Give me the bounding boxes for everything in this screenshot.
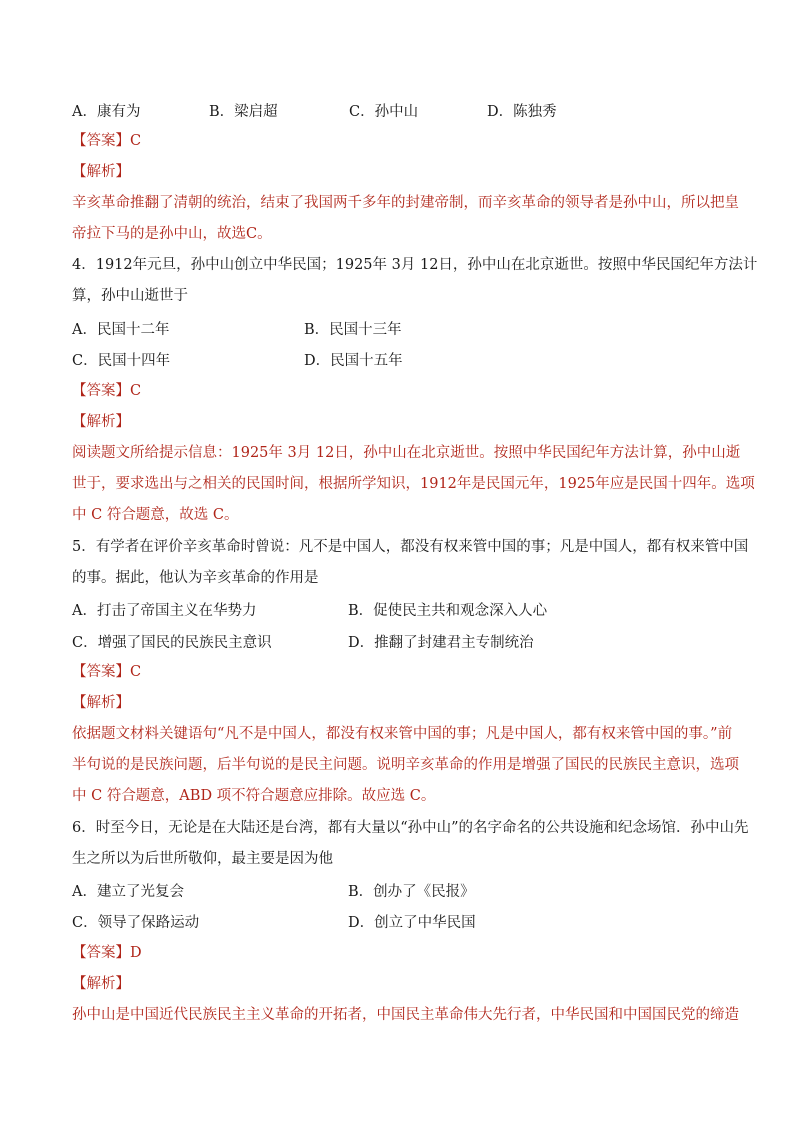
q6-stem-line-1: 6．时至今日，无论是在大陆还是台湾，都有大量以“孙中山”的名字命名的公共设施和纪念场馆．孙中山先 [72, 820, 749, 836]
q3-option-b: B．梁启超 [209, 104, 278, 120]
q4-option-d: D．民国十五年 [304, 353, 403, 369]
q6-option-c: C．领导了保路运动 [72, 915, 200, 931]
q6-option-b: B．创办了《民报》 [348, 884, 475, 900]
q5-option-a: A．打击了帝国主义在华势力 [72, 603, 257, 619]
q4-analysis-line-2: 世于，要求选出与之相关的民国时间，根据所学知识，1912年是民国元年，1925年应是民国十四年。选项 [72, 476, 755, 492]
q4-stem-line-2: 算，孙中山逝世于 [72, 288, 188, 304]
q4-stem-line-1: 4．1912年元旦，孙中山创立中华民国；1925年 3月 12日，孙中山在北京逝世。按照中华民国纪年方法计 [72, 257, 758, 273]
q5-analysis-line-1: 依据题文材料关键语句“凡不是中国人，都没有权来管中国的事；凡是中国人，都有权来管中国的事。”前 [72, 726, 733, 742]
q3-analysis-line-2: 帝拉下马的是孙中山，故选C。 [72, 226, 272, 242]
answer-tag: 【答案】 [72, 383, 130, 399]
answer-tag: 【答案】 [72, 133, 130, 149]
q6-answer [72, 943, 724, 963]
q3-option-c: C．孙中山 [349, 104, 419, 120]
q5-analysis-line-3: 中 C 符合题意，ABD 项不符合题意应排除。故应选 C。 [72, 788, 436, 804]
q6-option-d: D．创立了中华民国 [348, 915, 476, 931]
q4-analysis-tag: 【解析】 [72, 414, 130, 430]
answer-tag: 【答案】 [72, 664, 130, 680]
q5-answer [72, 662, 724, 682]
q4-analysis-line-1: 阅读题文所给提示信息：1925年 3月 12日，孙中山在北京逝世。按照中华民国纪年方法计算，孙中山逝 [72, 445, 741, 461]
q3-option-a: A．康有为 [72, 104, 141, 120]
q4-option-b: B．民国十三年 [304, 322, 402, 338]
q6-stem-line-2: 生之所以为后世所敬仰，最主要是因为他 [72, 851, 333, 867]
q4-option-a: A．民国十二年 [72, 322, 170, 338]
q5-option-d: D．推翻了封建君主专制统治 [348, 635, 534, 651]
q5-analysis-line-2: 半句说的是民族问题，后半句说的是民主问题。说明辛亥革命的作用是增强了国民的民族民主意识，选项 [72, 757, 739, 773]
q5-option-b: B．促使民主共和观念深入人心 [348, 603, 548, 619]
q6-option-a: A．建立了光复会 [72, 884, 184, 900]
answer-value: C [130, 664, 142, 680]
q4-option-c: C．民国十四年 [72, 353, 171, 369]
q6-analysis-tag: 【解析】 [72, 976, 130, 992]
q5-analysis-tag: 【解析】 [72, 695, 130, 711]
q5-stem-line-2: 的事。据此，他认为辛亥革命的作用是 [72, 570, 319, 586]
q3-analysis-line-1: 辛亥革命推翻了清朝的统治，结束了我国两千多年的封建帝制，而辛亥革命的领导者是孙中山，所以把皇 [72, 195, 739, 211]
q3-answer [72, 131, 724, 151]
answer-value: D [130, 945, 142, 961]
answer-value: C [130, 133, 142, 149]
answer-value: C [130, 383, 142, 399]
q5-stem-line-1: 5．有学者在评价辛亥革命时曾说：凡不是中国人，都没有权来管中国的事；凡是中国人，都有权来管中国 [72, 539, 749, 555]
q5-option-c: C．增强了国民的民族民主意识 [72, 635, 272, 651]
q6-analysis-line-1: 孙中山是中国近代民族民主主义革命的开拓者，中国民主革命伟大先行者，中华民国和中国国民党的缔造 [72, 1007, 739, 1023]
q3-analysis-tag: 【解析】 [72, 164, 130, 180]
answer-tag: 【答案】 [72, 945, 130, 961]
q4-analysis-line-3: 中 C 符合题意，故选 C。 [72, 507, 239, 523]
q3-option-d: D．陈独秀 [487, 104, 557, 120]
q4-answer [72, 381, 724, 401]
